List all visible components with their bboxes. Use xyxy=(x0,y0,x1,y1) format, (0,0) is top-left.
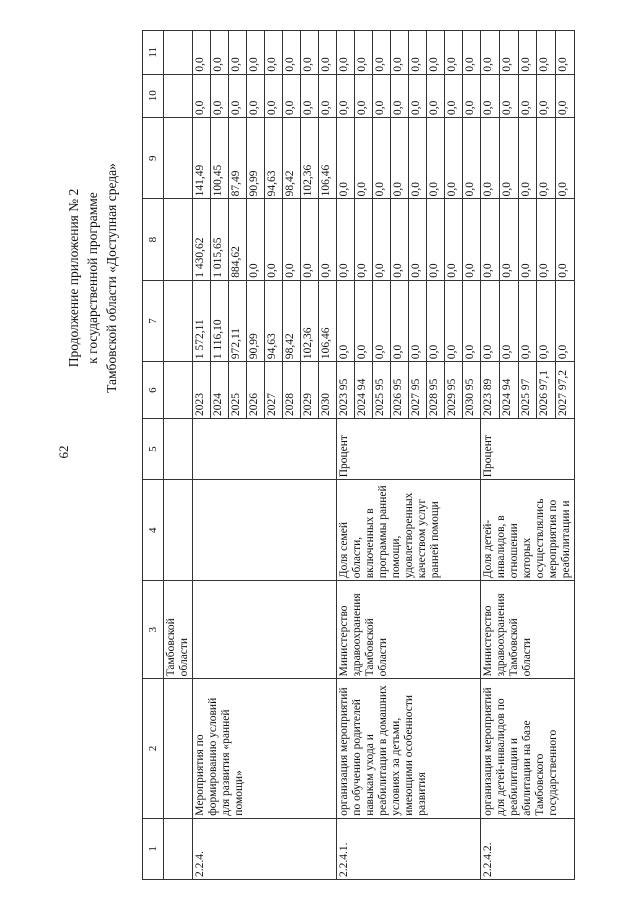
col-header: 11 xyxy=(143,31,164,75)
table-cell: 0,0 xyxy=(463,199,481,280)
table-cell: 141,49 xyxy=(193,118,211,199)
table-cell: 0,0 xyxy=(355,118,373,199)
table-cell: 2026 xyxy=(247,362,265,419)
table-cell: 2023 xyxy=(193,362,211,419)
table-cell: 0,0 xyxy=(373,118,391,199)
table-cell: 0,0 xyxy=(319,74,337,117)
table-cell: 0,0 xyxy=(537,280,556,361)
table-cell: 0,0 xyxy=(445,280,463,361)
table-cell: 0,0 xyxy=(463,118,481,199)
table-cell: 2026 97,1 xyxy=(537,362,556,419)
table-cell: 0,0 xyxy=(445,31,463,75)
table-cell: 0,0 xyxy=(499,31,518,75)
col-header: 4 xyxy=(143,480,164,581)
table-cell: 0,0 xyxy=(229,74,247,117)
table-cell: 0,0 xyxy=(337,118,355,199)
table-cell: 98,42 xyxy=(283,280,301,361)
table-cell: 2026 95 xyxy=(391,362,409,419)
table-cell: 94,63 xyxy=(265,118,283,199)
table-cell: 0,0 xyxy=(427,31,445,75)
table-cell: 0,0 xyxy=(265,31,283,75)
col-header: 6 xyxy=(143,362,164,419)
table-cell: 0,0 xyxy=(391,280,409,361)
section-unit: Процент xyxy=(337,419,481,480)
table-cell: 0,0 xyxy=(427,280,445,361)
table-cell: 2024 94 xyxy=(355,362,373,419)
table-cell: 0,0 xyxy=(518,74,537,117)
section-name: Мероприятия по формированию условий для развития «ранней помощи» xyxy=(193,679,337,818)
table-cell: 0,0 xyxy=(445,118,463,199)
table-cell: 0,0 xyxy=(409,280,427,361)
table-cell: 0,0 xyxy=(355,199,373,280)
table-cell: 2027 xyxy=(265,362,283,419)
table-cell: 0,0 xyxy=(556,118,575,199)
table-cell: 0,0 xyxy=(409,74,427,117)
table-cell: 0,0 xyxy=(355,74,373,117)
sections-body xyxy=(193,31,575,880)
table-cell: 0,0 xyxy=(445,74,463,117)
table-cell: 2028 95 xyxy=(427,362,445,419)
table-row xyxy=(337,31,355,880)
table-cell: 2030 xyxy=(319,362,337,419)
section-executor xyxy=(193,581,337,679)
table-cell: 0,0 xyxy=(247,199,265,280)
table-cell: 0,0 xyxy=(499,280,518,361)
table-cell: 0,0 xyxy=(301,199,319,280)
table-cell: 0,0 xyxy=(283,31,301,75)
table-cell: 0,0 xyxy=(499,199,518,280)
table-cell: 0,0 xyxy=(537,199,556,280)
section-name: организация мероприятий для детей-инвалидов по реабилитации и абилитации на базе Тамбовского государственного xyxy=(481,679,575,818)
table-cell: 0,0 xyxy=(337,199,355,280)
section-executor: Министерство здравоохранения Тамбовской области xyxy=(481,581,575,679)
table-cell: 0,0 xyxy=(537,74,556,117)
table-cell: 0,0 xyxy=(556,199,575,280)
table-cell: 1 430,62 xyxy=(193,199,211,280)
col-header: 8 xyxy=(143,199,164,280)
section-unit: Процент xyxy=(481,419,575,480)
table-cell: 0,0 xyxy=(373,199,391,280)
table-cell: 0,0 xyxy=(427,118,445,199)
section-code: 2.2.4.2. xyxy=(481,818,575,879)
section-code: 2.2.4. xyxy=(193,818,337,879)
page-number: 62 xyxy=(56,445,71,459)
table-cell: 0,0 xyxy=(409,31,427,75)
table-cell: 102,36 xyxy=(301,118,319,199)
table-cell: 2028 xyxy=(283,362,301,419)
table-cell: 0,0 xyxy=(481,31,500,75)
table-cell: 0,0 xyxy=(463,280,481,361)
table-cell: 90,99 xyxy=(247,280,265,361)
table-cell: 1 572,11 xyxy=(193,280,211,361)
table-cell: 1 015,65 xyxy=(211,199,229,280)
table-cell: 0,0 xyxy=(391,118,409,199)
col-header: 2 xyxy=(143,679,164,818)
table-cell: 0,0 xyxy=(283,74,301,117)
table-cell: 0,0 xyxy=(427,199,445,280)
table-cell: 0,0 xyxy=(337,74,355,117)
table-cell: 0,0 xyxy=(518,280,537,361)
table-cell: 0,0 xyxy=(337,280,355,361)
table-cell: 0,0 xyxy=(391,74,409,117)
table-cell: 0,0 xyxy=(463,74,481,117)
table-cell: 0,0 xyxy=(265,74,283,117)
header-line-3: Тамбовской области «Доступная среда» xyxy=(104,163,119,393)
table-cell: 2027 95 xyxy=(409,362,427,419)
table-cell: 2025 95 xyxy=(373,362,391,419)
table-cell: 0,0 xyxy=(373,74,391,117)
table-cell: 0,0 xyxy=(211,31,229,75)
table-cell: 2025 xyxy=(229,362,247,419)
section-unit xyxy=(193,419,337,480)
table-cell: 0,0 xyxy=(247,74,265,117)
table-cell: 0,0 xyxy=(481,74,500,117)
table-cell: 100,45 xyxy=(211,118,229,199)
table-cell: 0,0 xyxy=(265,199,283,280)
table-cell: 0,0 xyxy=(193,74,211,117)
continuation-row xyxy=(164,31,193,880)
table-cell: 0,0 xyxy=(193,31,211,75)
table-cell: 0,0 xyxy=(229,31,247,75)
table-row xyxy=(193,31,211,880)
table-row xyxy=(481,31,500,880)
table-cell: 106,46 xyxy=(319,118,337,199)
table-cell: 2024 xyxy=(211,362,229,419)
col-header: 5 xyxy=(143,419,164,480)
col-header: 3 xyxy=(143,581,164,679)
table-cell: 0,0 xyxy=(556,280,575,361)
table-cell: 0,0 xyxy=(391,199,409,280)
table-cell: 0,0 xyxy=(556,74,575,117)
table-cell: 2024 94 xyxy=(499,362,518,419)
table-cell: 0,0 xyxy=(518,118,537,199)
program-table-container xyxy=(142,30,614,880)
table-cell: 0,0 xyxy=(301,31,319,75)
table-cell: 0,0 xyxy=(481,118,500,199)
col-header: 10 xyxy=(143,74,164,117)
appendix-header xyxy=(64,68,128,488)
table-cell: 2023 95 xyxy=(337,362,355,419)
table-cell: 94,63 xyxy=(265,280,283,361)
table-cell: 0,0 xyxy=(409,118,427,199)
table-cell: 2025 97 xyxy=(518,362,537,419)
table-cell: 0,0 xyxy=(391,31,409,75)
table-cell: 87,49 xyxy=(229,118,247,199)
table-cell: 0,0 xyxy=(283,199,301,280)
table-cell: 0,0 xyxy=(556,31,575,75)
table-cell: 0,0 xyxy=(319,199,337,280)
table-cell: 0,0 xyxy=(445,199,463,280)
table-cell: 2029 xyxy=(301,362,319,419)
header-line-2: к государственной программе xyxy=(85,192,100,364)
section-name: организация мероприятий по обучению родителей навыкам ухода и реабилитации в домашних условиях за детьми, имеющими особенности развития xyxy=(337,679,481,818)
col-header: 1 xyxy=(143,818,164,879)
table-cell: 106,46 xyxy=(319,280,337,361)
table-cell: 0,0 xyxy=(463,31,481,75)
table-cell: 102,36 xyxy=(301,280,319,361)
table-cell: 0,0 xyxy=(499,74,518,117)
table-cell: 2027 97,2 xyxy=(556,362,575,419)
table-cell: 0,0 xyxy=(373,31,391,75)
table-cell: 0,0 xyxy=(301,74,319,117)
section-indicator: Доля семей области, включенных в программы ранней помощи, удовлетворенных качеством услуг ранней помощи xyxy=(337,480,481,581)
table-cell: 90,99 xyxy=(247,118,265,199)
table-cell: 2029 95 xyxy=(445,362,463,419)
table-cell: 884,62 xyxy=(229,199,247,280)
table-cell: 0,0 xyxy=(373,280,391,361)
section-code: 2.2.4.1. xyxy=(337,818,481,879)
col-header: 7 xyxy=(143,280,164,361)
table-cell: 0,0 xyxy=(337,31,355,75)
table-cell: 1 116,10 xyxy=(211,280,229,361)
table-cell: 0,0 xyxy=(427,74,445,117)
table-cell: 0,0 xyxy=(518,31,537,75)
table-cell: 0,0 xyxy=(409,199,427,280)
table-cell: 0,0 xyxy=(499,118,518,199)
continuation-cell: Тамбовской области xyxy=(164,581,193,679)
table-cell: 0,0 xyxy=(481,199,500,280)
table-cell: 0,0 xyxy=(247,31,265,75)
section-indicator xyxy=(193,480,337,581)
table-cell: 0,0 xyxy=(537,31,556,75)
table-cell: 0,0 xyxy=(319,31,337,75)
table-cell: 0,0 xyxy=(518,199,537,280)
table-cell: 0,0 xyxy=(355,280,373,361)
table-cell: 98,42 xyxy=(283,118,301,199)
table-cell: 972,11 xyxy=(229,280,247,361)
section-indicator: Доля детей-инвалидов, в отношении которых осуществлялись мероприятия по реабилитации и xyxy=(481,480,575,581)
col-header: 9 xyxy=(143,118,164,199)
table-cell: 0,0 xyxy=(481,280,500,361)
column-number-row xyxy=(143,31,164,880)
table-cell: 0,0 xyxy=(537,118,556,199)
section-executor: Министерство здравоохранения Тамбовской области xyxy=(337,581,481,679)
table-cell: 0,0 xyxy=(355,31,373,75)
table-cell: 0,0 xyxy=(211,74,229,117)
program-table xyxy=(142,30,575,880)
table-cell: 2023 89 xyxy=(481,362,500,419)
table-cell: 2030 95 xyxy=(463,362,481,419)
header-line-1: Продолжение приложения № 2 xyxy=(66,188,81,368)
